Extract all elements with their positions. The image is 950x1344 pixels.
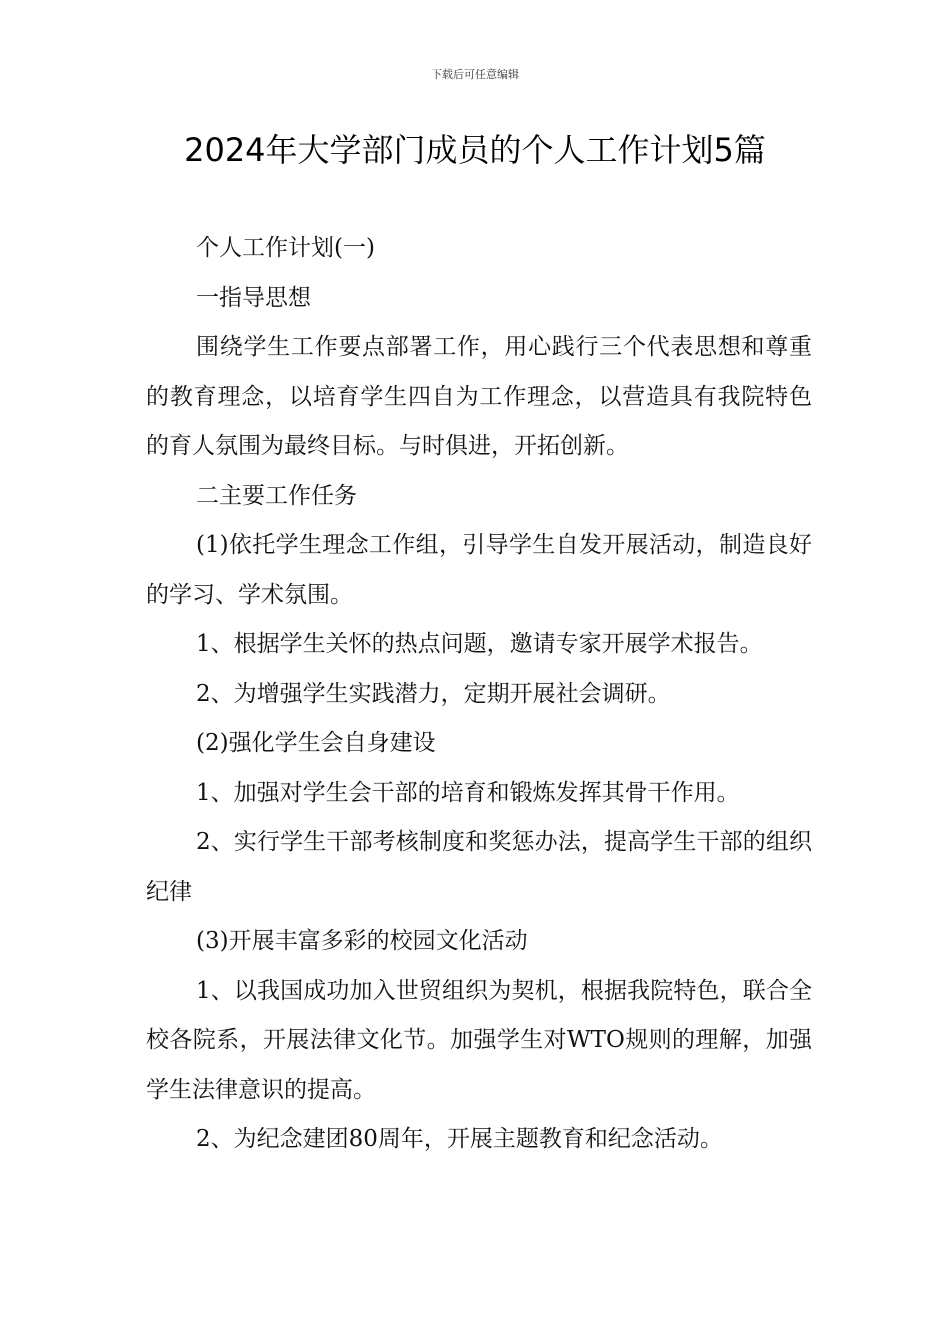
paragraph: 个人工作计划(一) bbox=[196, 235, 375, 261]
paragraph: 二主要工作任务 bbox=[196, 482, 357, 509]
paragraph: 1、加强对学生会干部的培育和锻炼发挥其骨干作用。 bbox=[196, 779, 740, 806]
document-title: 2024年大学部门成员的个人工作计划5篇 bbox=[184, 131, 766, 169]
paragraph: (3)开展丰富多彩的校园文化活动 bbox=[196, 928, 528, 954]
paragraph: 1、根据学生关怀的热点问题，邀请专家开展学术报告。 bbox=[196, 631, 763, 657]
paragraph: (1)依托学生理念工作组，引导学生自发开展活动，制造良好的学习、学术氛围。 bbox=[146, 532, 812, 608]
document-body bbox=[146, 224, 812, 1165]
paragraph: 围绕学生工作要点部署工作，用心践行三个代表思想和尊重的教育理念，以培育学生四自为工作理念，以营造具有我院特色的育人氛围为最终目标。与时俱进，开拓创新。 bbox=[146, 334, 812, 459]
paragraph: 一指导思想 bbox=[196, 284, 311, 311]
header-note: 下载后可任意编辑 bbox=[431, 68, 519, 81]
paragraph: (2)强化学生会自身建设 bbox=[196, 730, 436, 756]
paragraph: 2、为纪念建团80周年，开展主题教育和纪念活动。 bbox=[196, 1126, 723, 1152]
paragraph: 1、以我国成功加入世贸组织为契机，根据我院特色，联合全校各院系，开展法律文化节。加强学生对WTO规则的理解，加强学生法律意识的提高。 bbox=[146, 977, 812, 1103]
paragraph: 2、为增强学生实践潜力，定期开展社会调研。 bbox=[196, 680, 671, 707]
paragraph: 2、实行学生干部考核制度和奖惩办法，提高学生干部的组织纪律 bbox=[146, 829, 812, 905]
